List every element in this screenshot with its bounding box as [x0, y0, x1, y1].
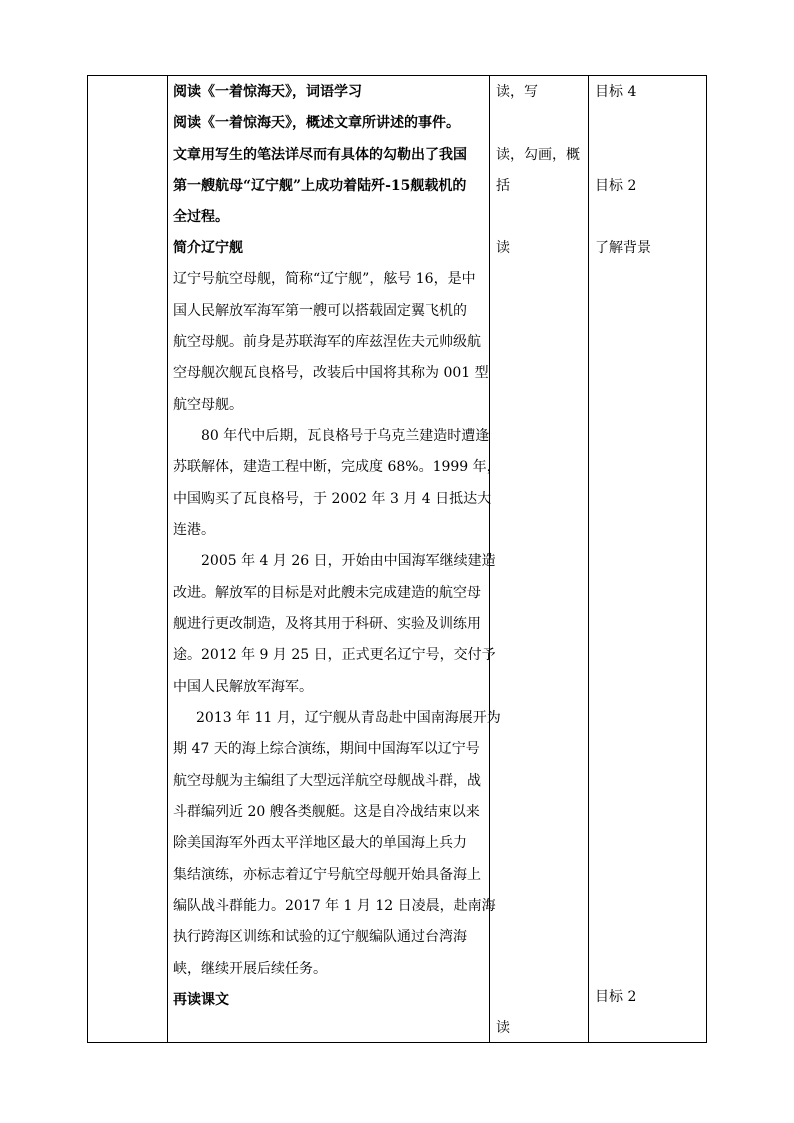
heading-reread: 再读课文 [173, 992, 229, 1008]
para1-line: 空母舰次舰瓦良格号，改装后中国将其称为 001 型 [173, 365, 489, 381]
para1-line: 辽宁号航空母舰，简称“辽宁舰”，舷号 16，是中 [173, 271, 476, 287]
para1-line: 国人民解放军海军第一艘可以搭载固定翼飞机的 [173, 303, 467, 319]
para1-line: 航空母舰。前身是苏联海军的库兹涅佐夫元帅级航 [173, 334, 481, 350]
para4-line: 航空母舰为主编组了大型远洋航空母舰战斗群，战 [173, 773, 481, 789]
method-read: 读 [496, 240, 510, 256]
table-top-border [87, 75, 707, 76]
table-col-line-3 [588, 75, 589, 1043]
para4-line: 峡，继续开展后续任务。 [173, 961, 327, 977]
table-col-line-1 [167, 75, 168, 1043]
para3-line: 中国人民解放军海军。 [173, 679, 313, 695]
para4-line: 2013 年 11 月，辽宁舰从青岛赴中国南海展开为 [196, 710, 501, 726]
para3-line: 改进。解放军的目标是对此艘未完成建造的航空母 [173, 585, 481, 601]
goal-2-reread: 目标 2 [595, 989, 637, 1005]
summary-line: 全过程。 [173, 209, 229, 225]
para4-line: 集结演练，亦标志着辽宁号航空母舰开始具备海上 [173, 867, 481, 883]
para2-line: 连港。 [173, 522, 215, 538]
heading-reading-vocab: 阅读《一着惊海天》，词语学习 [173, 84, 362, 100]
table-col-line-0 [87, 75, 88, 1043]
table-bottom-border [87, 1042, 707, 1043]
para2-line: 中国购买了瓦良格号，于 2002 年 3 月 4 日抵达大 [173, 491, 492, 507]
para2-line: 苏联解体，建造工程中断，完成度 68%。1999 年， [173, 459, 501, 475]
goal-4: 目标 4 [595, 84, 637, 100]
summary-line: 第一艘航母“辽宁舰”上成功着陆歼-15舰载机的 [173, 178, 467, 194]
para3-line: 舰进行更改制造，及将其用于科研、实验及训练用 [173, 616, 481, 632]
method-read-mark-summarize-cont: 括 [496, 178, 510, 194]
heading-intro-liaoning: 简介辽宁舰 [173, 240, 243, 256]
method-read-write: 读，写 [496, 84, 538, 100]
goal-2: 目标 2 [595, 178, 637, 194]
method-read-mark-summarize: 读，勾画，概 [496, 147, 580, 163]
table-col-line-4 [706, 75, 707, 1043]
heading-summarize: 阅读《一着惊海天》，概述文章所讲述的事件。 [173, 115, 460, 131]
para2-line: 80 年代中后期，瓦良格号于乌克兰建造时遭逢 [201, 428, 490, 444]
para3-line: 2005 年 4 月 26 日，开始由中国海军继续建造 [201, 553, 496, 569]
goal-background: 了解背景 [595, 240, 651, 256]
para3-line: 途。2012 年 9 月 25 日，正式更名辽宁号，交付予 [173, 647, 496, 663]
para4-line: 编队战斗群能力。2017 年 1 月 12 日凌晨，赴南海 [173, 898, 496, 914]
para4-line: 斗群编列近 20 艘各类舰艇。这是自冷战结束以来 [173, 804, 480, 820]
para1-line: 航空母舰。 [173, 397, 243, 413]
summary-line: 文章用写生的笔法详尽而有具体的勾勒出了我国 [173, 147, 467, 163]
method-read-2: 读 [496, 1020, 510, 1036]
para4-line: 期 47 天的海上综合演练，期间中国海军以辽宁号 [173, 741, 480, 757]
para4-line: 执行跨海区训练和试验的辽宁舰编队通过台湾海 [173, 929, 467, 945]
para4-line: 除美国海军外西太平洋地区最大的单国海上兵力 [173, 835, 467, 851]
